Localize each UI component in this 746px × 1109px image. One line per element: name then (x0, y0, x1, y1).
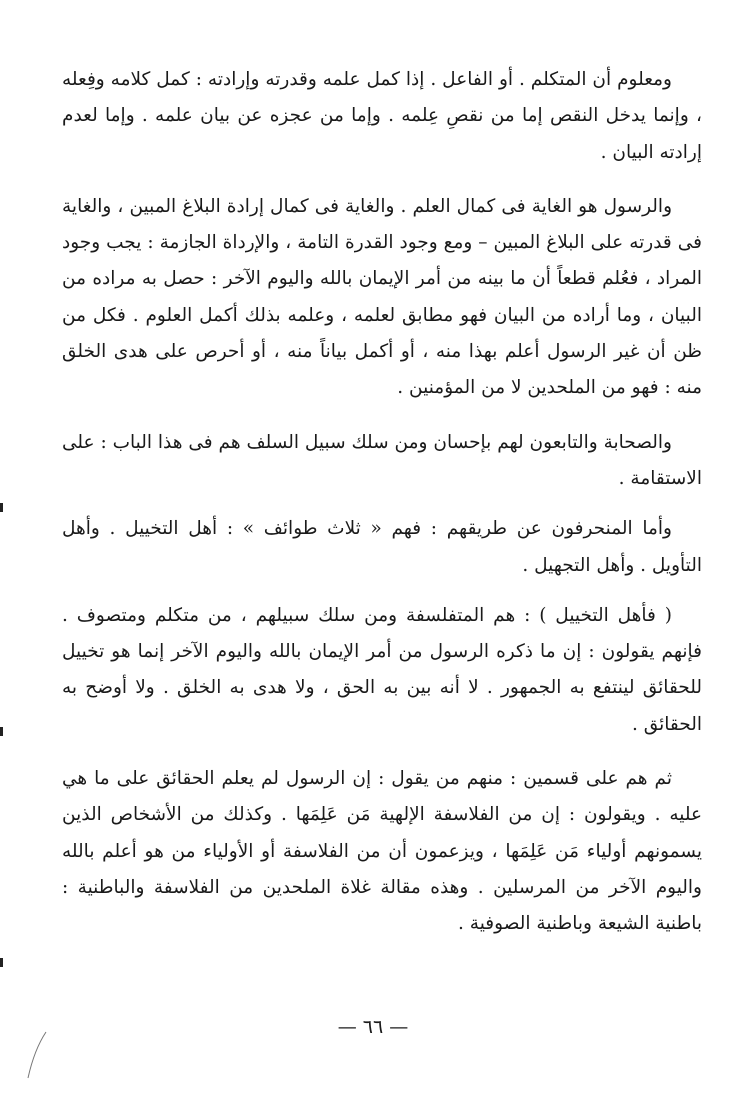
paragraph: وأما المنحرفون عن طريقهم : فهم « ثلاث طوائف » : أهل التخييل . وأهل التأويل . وأهل التجهيل . (62, 518, 702, 576)
margin-mark (0, 503, 3, 512)
margin-mark (0, 958, 3, 967)
paragraph: والصحابة والتابعون لهم بإحسان ومن سلك سبيل السلف هم فى هذا الباب : على الاستقامة . (62, 431, 702, 489)
paragraph: ثم هم على قسمين : منهم من يقول : إن الرسول لم يعلم الحقائق على ما هي عليه . ويقولون : إن من الفلاسفة الإلهية مَن عَلِمَها . وكذلك من الأشخاص الذين يسمونهم أولياء مَن عَلِمَها ، ويزعمون أن من الفلاسفة أو الأولياء من هو أعلم بالله واليوم الآخر من المرسلين . وهذه مقالة غلاة الملحدين من الفلاسفة والباطنية : باطنية الشيعة وباطنية الصوفية . (62, 768, 702, 935)
margin-mark (0, 727, 3, 736)
paragraph: ( فأهل التخييل ) : هم المتفلسفة ومن سلك سبيلهم ، من متكلم ومتصوف . فإنهم يقولون : إن ما ذكره الرسول من أمر الإيمان بالله واليوم الآخر إنما هو تخييل للحقائق لينتفع به الجمهور . لا أنه بين به الحق ، ولا هدى به الخلق . ولا أوضح به الحقائق . (62, 604, 702, 735)
paragraph: والرسول هو الغاية فى كمال العلم . والغاية فى كمال إرادة البلاغ المبين ، والغاية فى قدرته على البلاغ المبين – ومع وجود القدرة التامة ، والإرداة الجازمة : يجب وجود المراد ، فعُلم قطعاً أن ما بينه من أمر الإيمان بالله واليوم الآخر : حصل به مراده من البيان ، وما أراده من البيان فهو مطابق لعلمه ، وعلمه بذلك أكمل العلوم . فكل من ظن أن غير الرسول أعلم بهذا منه ، أو أكمل بياناً منه ، أو أحرص على هدى الخلق منه : فهو من الملحدين لا من المؤمنين . (62, 195, 702, 399)
page-number: — ٦٦ — (337, 1016, 409, 1038)
pencil-stroke (26, 1030, 56, 1080)
page-body (62, 62, 702, 961)
paragraph: ومعلوم أن المتكلم . أو الفاعل . إذا كمل علمه وقدرته وإرادته : كمل كلامه وفِعله ، وإنما يدخل النقص إما من نقصِ عِلمه . وإما من عجزه عن بيان علمه . وإما لعدم إرادته البيان . (62, 69, 702, 163)
